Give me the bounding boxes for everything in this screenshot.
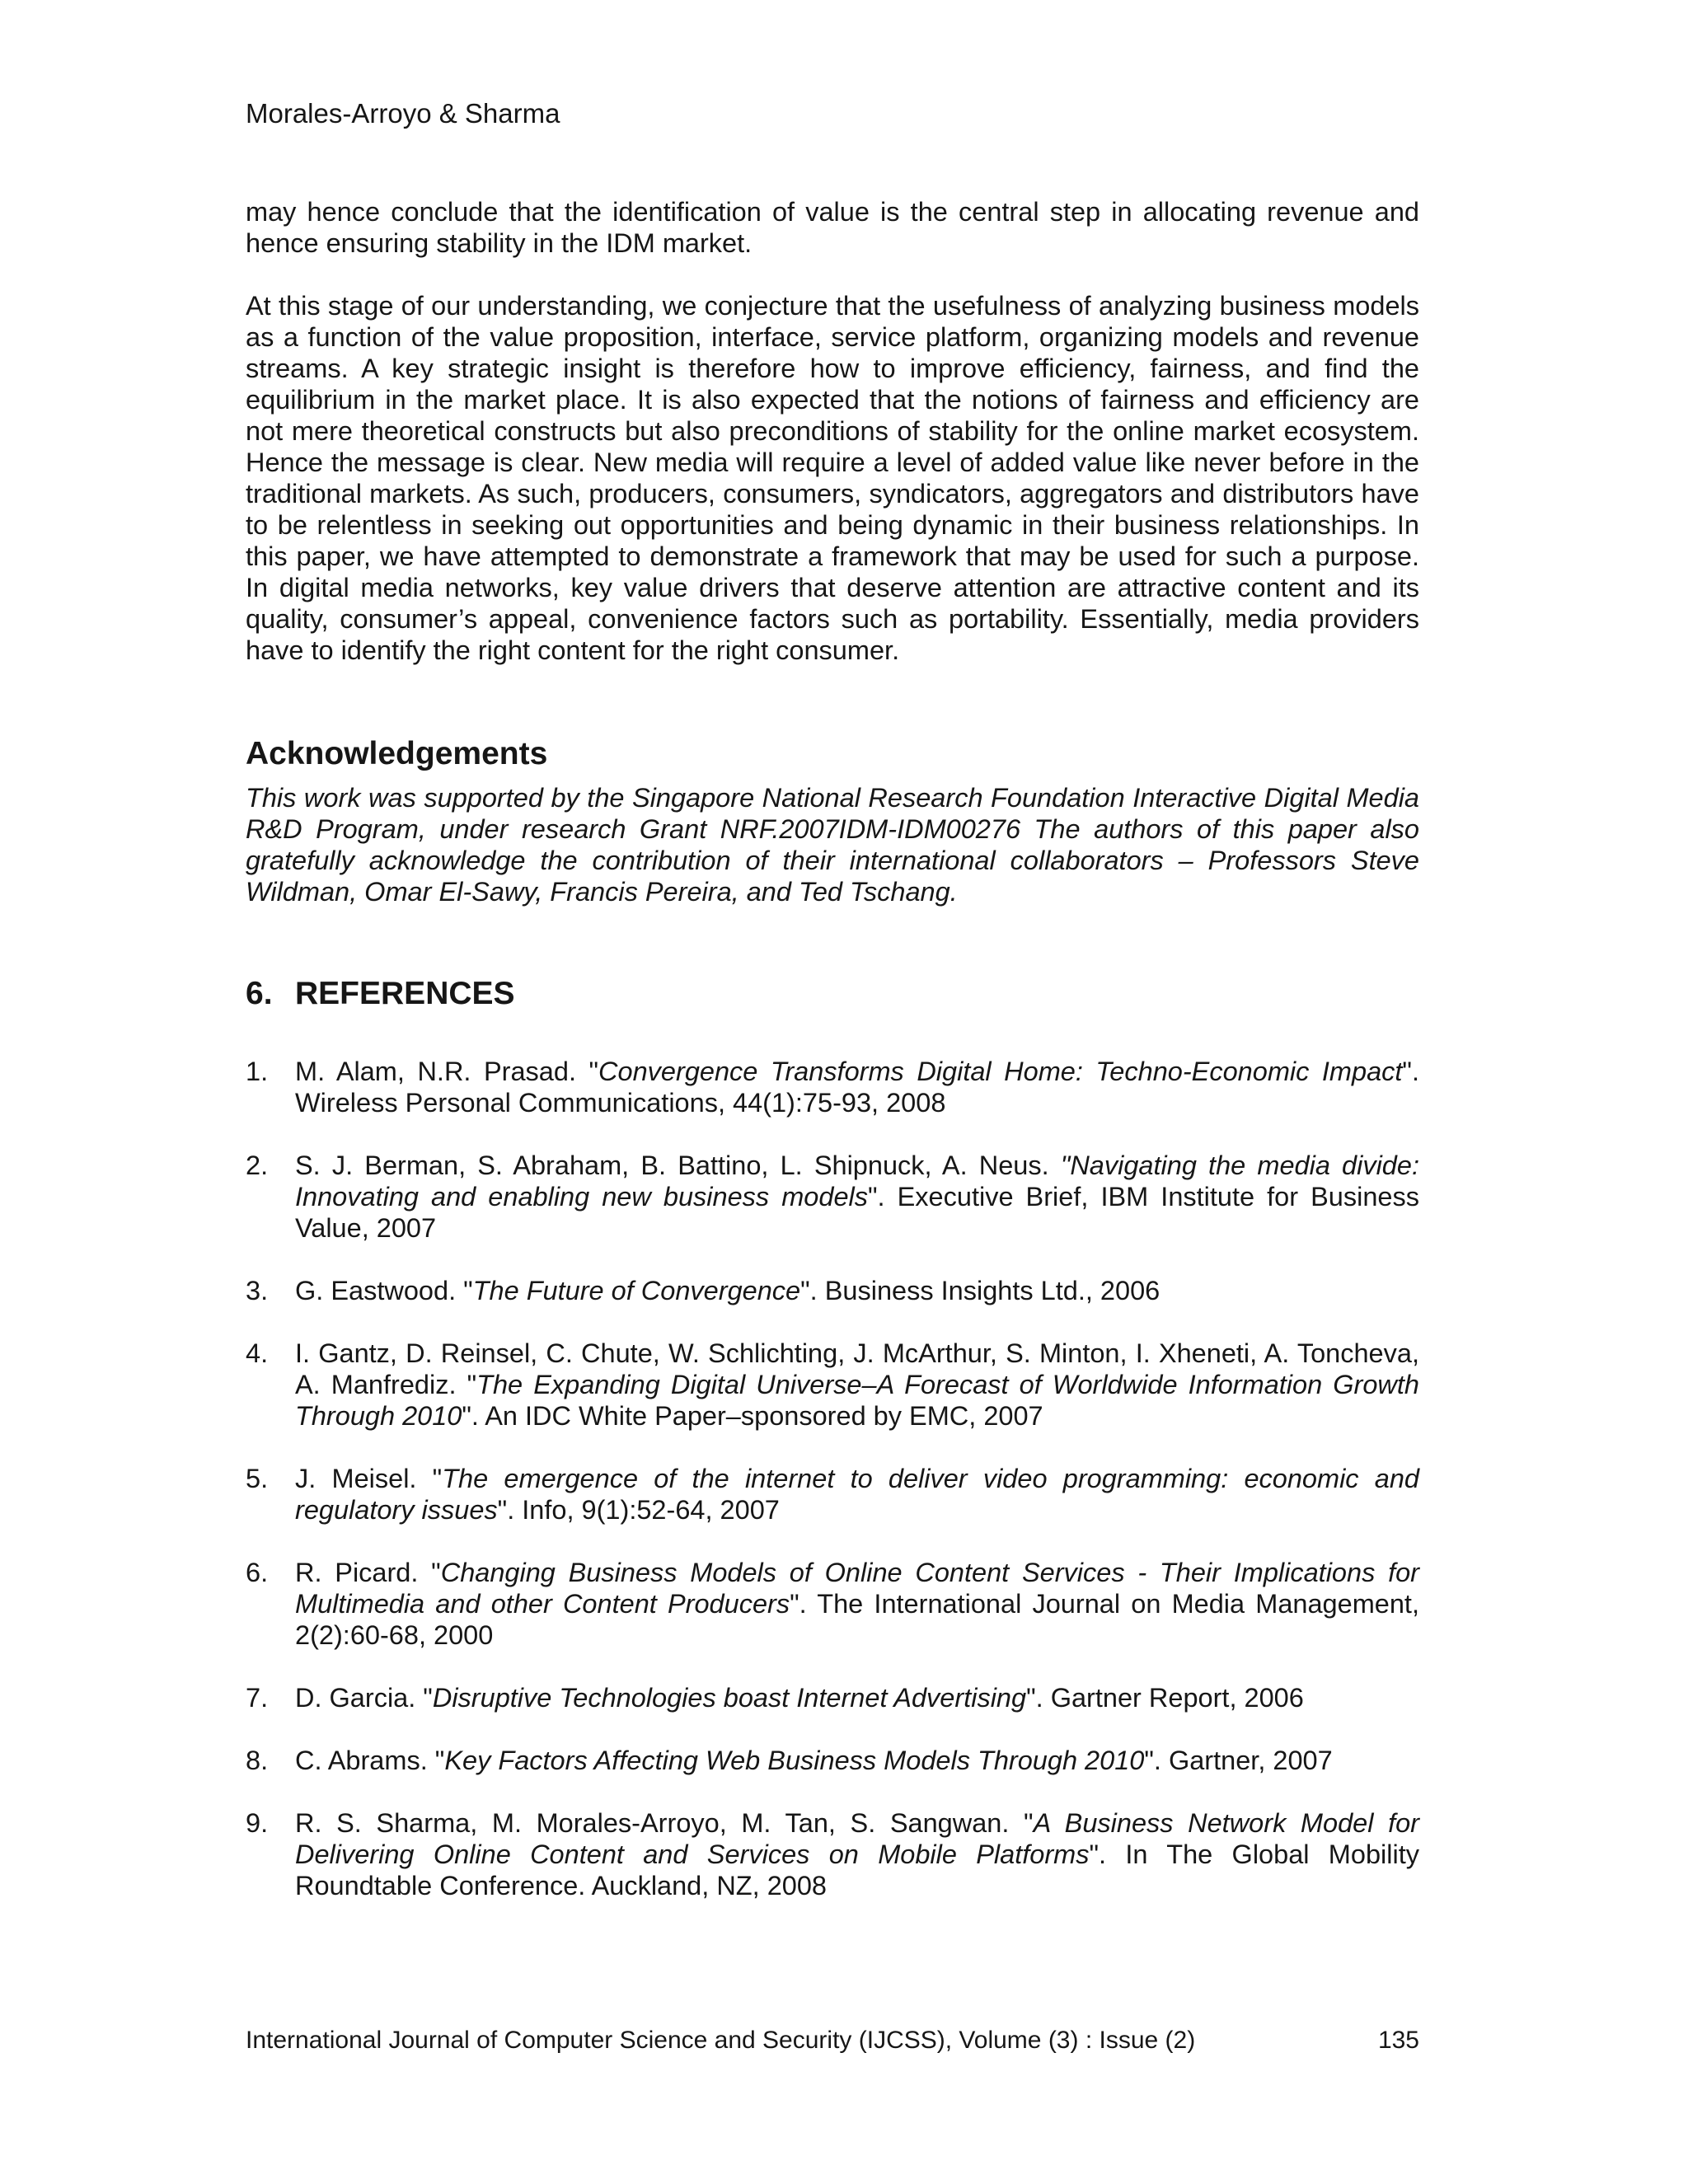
- reference-number: 8.: [246, 1746, 269, 1775]
- reference-item: [246, 1275, 1419, 1306]
- reference-title: Disruptive Technologies boast Internet Advertising: [432, 1683, 1027, 1713]
- reference-number: 5.: [246, 1464, 269, 1493]
- reference-title: The emergence of the internet to deliver video programming: economic and regulatory issues: [295, 1464, 1419, 1525]
- reference-text: [295, 1746, 1333, 1775]
- reference-title: Convergence Transforms Digital Home: Techno-Economic Impact: [598, 1057, 1403, 1086]
- reference-authors: S. J. Berman, S. Abraham, B. Battino, L. Shipnuck, A. Neus.: [295, 1151, 1061, 1180]
- reference-source: ". Executive Brief, IBM Institute for Business Value, 2007: [295, 1182, 1419, 1243]
- reference-title: The Future of Convergence: [472, 1276, 801, 1305]
- reference-text: [295, 1276, 1160, 1305]
- reference-authors: R. Picard. ": [295, 1558, 441, 1587]
- reference-authors: R. S. Sharma, M. Morales-Arroyo, M. Tan, S. Sangwan. ": [295, 1808, 1034, 1838]
- acknowledgements-heading: Acknowledgements: [246, 736, 548, 771]
- reference-item: [246, 1682, 1419, 1713]
- reference-title: A Business Network Model for Delivering Online Content and Services on Mobile Platforms: [295, 1808, 1419, 1869]
- reference-item: [246, 1557, 1419, 1651]
- reference-authors: D. Garcia. ": [295, 1683, 433, 1713]
- reference-source: ". An IDC White Paper–sponsored by EMC, 2007: [462, 1401, 1043, 1431]
- reference-text: [295, 1151, 1419, 1243]
- reference-text: [295, 1057, 1419, 1118]
- reference-text: [295, 1683, 1304, 1713]
- reference-item: [246, 1150, 1419, 1244]
- running-head: Morales-Arroyo & Sharma: [246, 98, 560, 129]
- reference-list: [246, 1056, 1419, 1933]
- section-title: REFERENCES: [295, 976, 515, 1011]
- reference-title: "Navigating the media divide: Innovating and enabling new business models: [295, 1151, 1419, 1212]
- reference-source: ". Info, 9(1):52-64, 2007: [497, 1495, 780, 1525]
- reference-item: [246, 1745, 1419, 1776]
- reference-item: [246, 1056, 1419, 1118]
- reference-authors: I. Gantz, D. Reinsel, C. Chute, W. Schlichting, J. McArthur, S. Minton, I. Xheneti, A. Toncheva, A. Manfrediz. ": [295, 1338, 1419, 1399]
- reference-number: 3.: [246, 1276, 269, 1305]
- reference-number: 6.: [246, 1558, 269, 1587]
- reference-title: Changing Business Models of Online Content Services - Their Implications for Multimedia and other Content Producers: [295, 1558, 1420, 1619]
- body-paragraph-1: may hence conclude that the identification of value is the central step in allocating revenue and hence ensuring stability in the IDM market.: [246, 197, 1419, 258]
- reference-text: [295, 1808, 1419, 1900]
- reference-text: [295, 1558, 1419, 1650]
- reference-source: ". Wireless Personal Communications, 44(1):75-93, 2008: [295, 1057, 1419, 1118]
- reference-number: 1.: [246, 1057, 269, 1086]
- reference-title: Key Factors Affecting Web Business Models Through 2010: [444, 1746, 1145, 1775]
- reference-text: [295, 1338, 1419, 1431]
- reference-number: 2.: [246, 1151, 269, 1180]
- reference-authors: C. Abrams. ": [295, 1746, 445, 1775]
- acknowledgements-text: This work was supported by the Singapore National Research Foundation Interactive Digital Media R&D Program, under research Grant NRF.2007IDM-IDM00276 The authors of this paper also gratefully acknowledge the contribution of their international collaborators – Professors Steve Wildman, Omar El-Sawy, Francis Pereira, and Ted Tschang.: [246, 783, 1419, 907]
- reference-title: The Expanding Digital Universe–A Forecast of Worldwide Information Growth Through 2010: [295, 1370, 1419, 1431]
- journal-citation: International Journal of Computer Science and Security (IJCSS), Volume (3) : Issue (2): [246, 2027, 1196, 2054]
- reference-item: [246, 1338, 1419, 1432]
- references-heading: [246, 975, 515, 1013]
- reference-number: 7.: [246, 1683, 269, 1713]
- body-paragraph-2: At this stage of our understanding, we conjecture that the usefulness of analyzing business models as a function of the value proposition, interface, service platform, organizing models and revenue streams. A key strategic insight is therefore how to improve efficiency, fairness, and find the equilibrium in the market place. It is also expected that the notions of fairness and efficiency are not mere theoretical constructs but also preconditions of stability for the online market ecosystem. Hence the message is clear. New media will require a level of added value like never before in the traditional markets. As such, producers, consumers, syndicators, aggregators and distributors have to be relentless in seeking out opportunities and being dynamic in their business relationships. In this paper, we have attempted to demonstrate a framework that may be used for such a purpose. In digital media networks, key value drivers that deserve attention are attractive content and its quality, consumer’s appeal, convenience factors such as portability. Essentially, media providers have to identify the right content for the right consumer.: [246, 291, 1419, 665]
- reference-text: [295, 1464, 1419, 1525]
- reference-source: ". In The Global Mobility Roundtable Conference. Auckland, NZ, 2008: [295, 1840, 1419, 1900]
- page-number: 135: [1377, 2027, 1419, 2054]
- reference-source: ". Gartner, 2007: [1144, 1746, 1333, 1775]
- reference-source: ". Gartner Report, 2006: [1026, 1683, 1304, 1713]
- reference-authors: M. Alam, N.R. Prasad. ": [295, 1057, 599, 1086]
- reference-source: ". The International Journal on Media Management, 2(2):60-68, 2000: [295, 1589, 1419, 1650]
- reference-authors: J. Meisel. ": [295, 1464, 443, 1493]
- reference-item: [246, 1807, 1419, 1901]
- reference-number: 4.: [246, 1338, 269, 1368]
- reference-source: ". Business Insights Ltd., 2006: [800, 1276, 1160, 1305]
- reference-authors: G. Eastwood. ": [295, 1276, 473, 1305]
- reference-item: [246, 1463, 1419, 1526]
- reference-number: 9.: [246, 1808, 269, 1838]
- section-number: 6.: [246, 976, 273, 1011]
